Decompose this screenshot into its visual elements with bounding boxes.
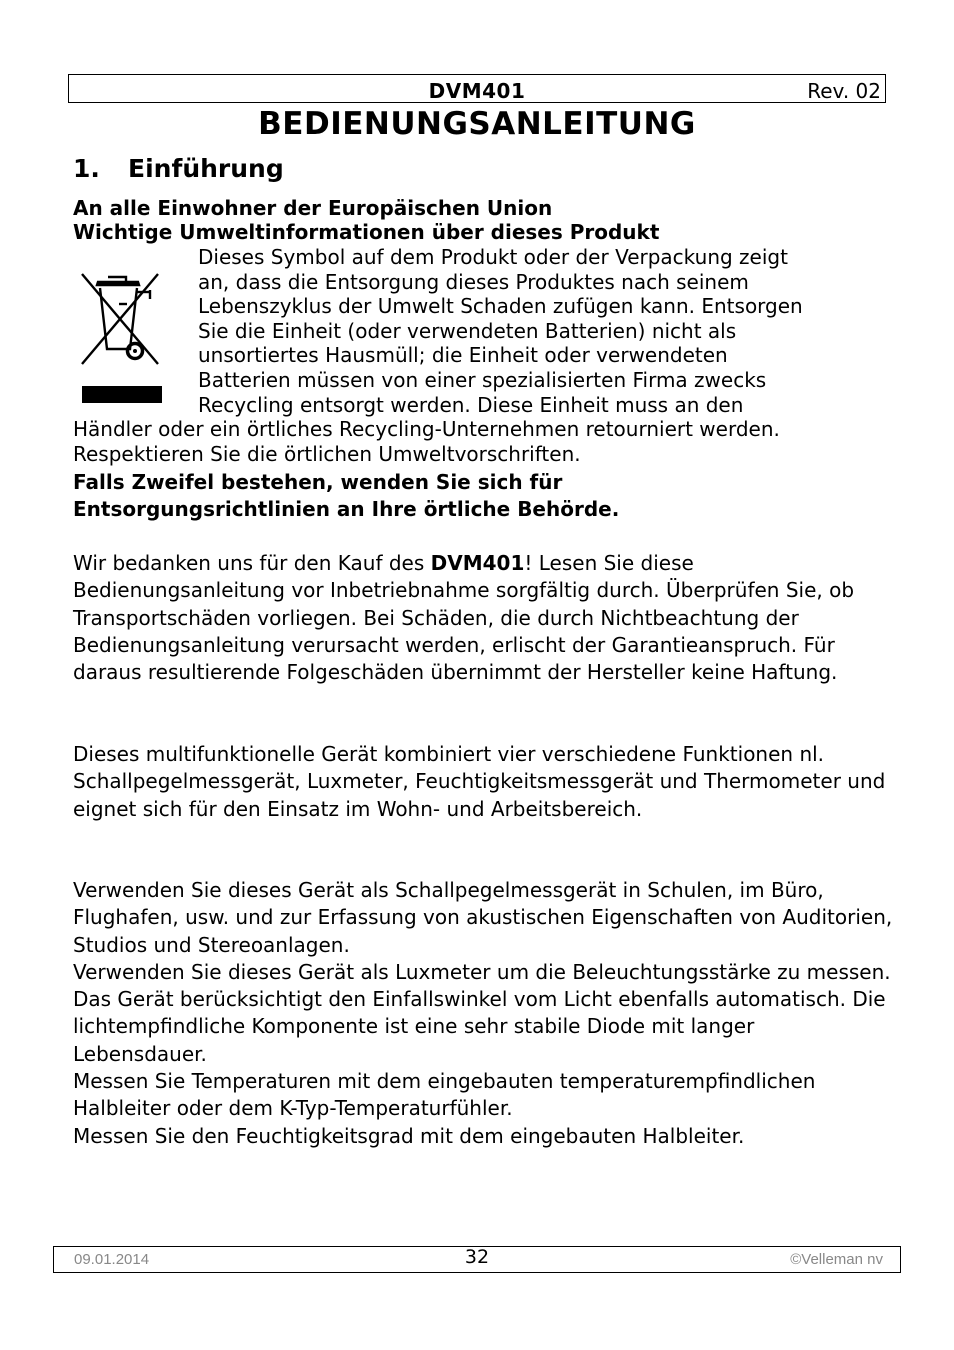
text-line: an, dass die Entsorgung dieses Produktes nach seinem <box>198 269 749 294</box>
text-line: Respektieren Sie die örtlichen Umweltvorschriften. <box>73 441 581 466</box>
text-line: Lebenszyklus der Umwelt Schaden zufügen kann. Entsorgen <box>198 294 803 319</box>
intro-paragraph <box>73 550 893 686</box>
header-model: DVM401 <box>428 79 526 103</box>
document-title: BEDIENUNGSANLEITUNG <box>258 106 696 142</box>
disposal-warning-line: Entsorgungsrichtlinien an Ihre örtliche Behörde. <box>73 497 620 521</box>
usage-temperature-text: Messen Sie Temperaturen mit dem eingebauten temperaturempfindlichen Halbleiter oder dem K-Typ-Temperaturfühler. <box>73 1069 816 1121</box>
intro-model: DVM401 <box>430 551 525 575</box>
text-line: Batterien müssen von einer spezialisierten Firma zwecks <box>198 368 767 392</box>
footer-page-number: 32 <box>464 1246 490 1268</box>
disposal-heading-eu: An alle Einwohner der Europäischen Union <box>73 196 553 220</box>
usage-lux-text: Verwenden Sie dieses Gerät als Luxmeter um die Beleuchtungsstärke zu messen. Das Gerät berücksichtigt den Einfallswinkel vom Licht ebenfalls automatisch. Die lichtempfindliche Komponente ist eine sehr stabile Diode mit langer Lebensdauer. <box>73 959 891 1066</box>
text-line: Sie die Einheit (oder verwendeten Batterien) nicht als <box>198 318 737 343</box>
section-title: Einführung <box>128 154 284 183</box>
page-header <box>68 74 886 103</box>
weee-bin-icon <box>72 264 167 409</box>
functions-text: Dieses multifunktionelle Gerät kombiniert vier verschiedene Funktionen nl. Schallpegelmessgerät, Luxmeter, Feuchtigkeitsmessgerät und Thermometer und eignet sich für den Einsatz im Wohn- und Arbeitsbereich. <box>73 742 886 821</box>
usage-paragraph <box>73 877 893 1150</box>
usage-sound-text: Verwenden Sie dieses Gerät als Schallpegelmessgerät in Schulen, im Büro, Flughafen, usw. und zur Erfassung von akustischen Eigenschaften von Auditorien, Studios und Stereoanlagen. <box>73 878 893 957</box>
footer-date: 09.01.2014 <box>74 1251 150 1268</box>
text-line: Dieses Symbol auf dem Produkt oder der Verpackung zeigt <box>198 245 788 269</box>
text-line: Recycling entsorgt werden. Diese Einheit muss an den <box>198 392 744 417</box>
section-number: 1. <box>73 154 100 183</box>
section-heading <box>73 154 284 183</box>
page-footer <box>53 1246 901 1273</box>
header-revision: Rev. 02 <box>807 79 881 103</box>
footer-copyright: ©Velleman nv <box>790 1251 883 1268</box>
disposal-heading-env: Wichtige Umweltinformationen über dieses Produkt <box>73 220 660 244</box>
functions-paragraph <box>73 741 893 823</box>
text-line: unsortiertes Hausmüll; die Einheit oder verwendeten <box>198 343 728 368</box>
disposal-warning-line: Falls Zweifel bestehen, wenden Sie sich für <box>73 470 563 494</box>
usage-humidity-text: Messen Sie den Feuchtigkeitsgrad mit dem eingebauten Halbleiter. <box>73 1123 745 1148</box>
text-line: Händler oder ein örtliches Recycling-Unternehmen retourniert werden. <box>73 417 780 442</box>
intro-text: ! Lesen Sie diese Bedienungsanleitung vor Inbetriebnahme sorgfältig durch. Überprüfen Sie, ob Transportschäden vorliegen. Bei Schäden, die durch Nichtbeachtung der Bedienungsanleitung verursacht werden, erlischt der Garantieanspruch. Für daraus resultierende Folgeschäden übernimmt der Hersteller keine Haftung. <box>73 551 855 685</box>
intro-text: Wir bedanken uns für den Kauf des <box>73 551 431 575</box>
